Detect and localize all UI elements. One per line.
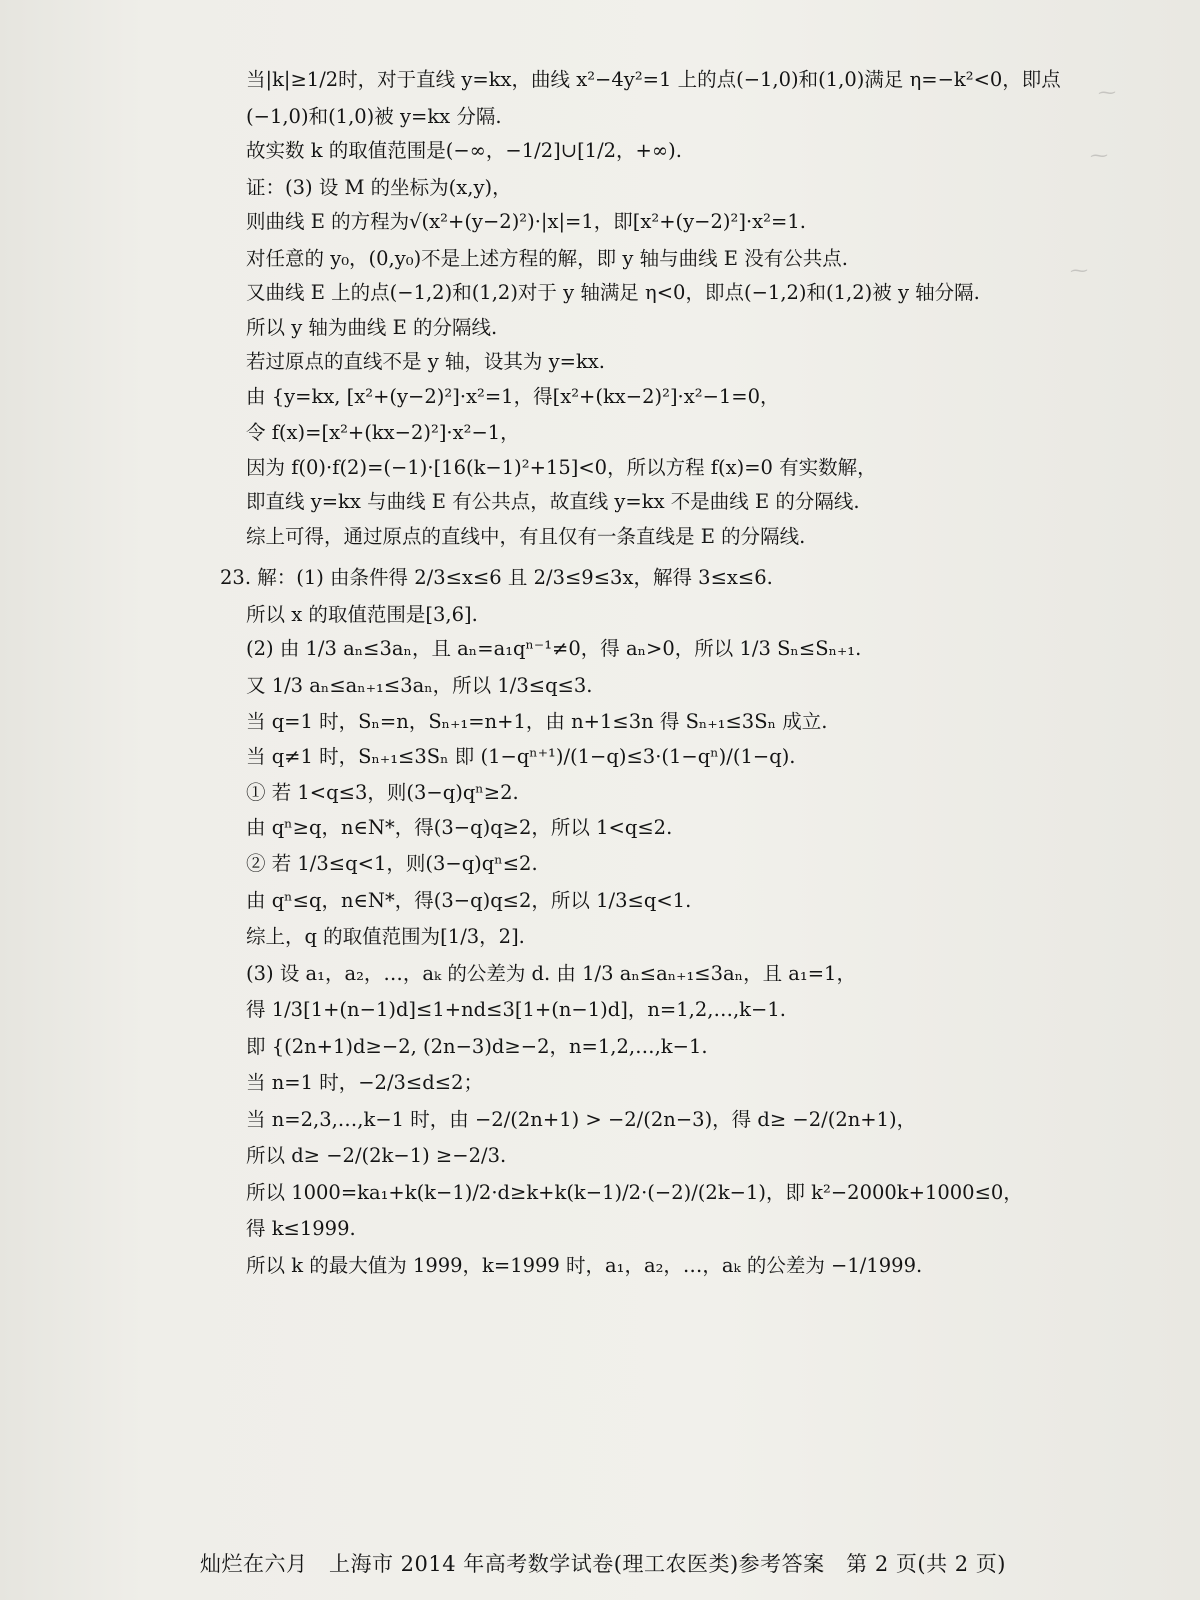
solution-line: (3) 设 a₁，a₂，…，aₖ 的公差为 d. 由 1/3 aₙ≤aₙ₊₁≤3aₙ，且 a₁=1， [246, 961, 856, 985]
solution-line: 当 n=1 时，−2/3≤d≤2； [246, 1071, 483, 1094]
solution-line: 由 {y=kx, [x²+(y−2)²]·x²=1，得[x²+(kx−2)²]·x²−1=0， [246, 384, 780, 408]
solution-line: 所以 x 的取值范围是[3,6]. [246, 602, 478, 626]
solution-line: 由 qⁿ≥q，n∈N*，得(3−q)q≥2，所以 1<q≤2. [246, 815, 673, 839]
solution-line: 令 f(x)=[x²+(kx−2)²]·x²−1， [246, 421, 520, 444]
bleed-through-mark: ⁓ [1070, 260, 1088, 281]
solution-text [220, 68, 1106, 1290]
solution-line: 由 qⁿ≤q，n∈N*，得(3−q)q≤2，所以 1/3≤q<1. [246, 888, 692, 912]
solution-line: (−1,0)和(1,0)被 y=kx 分隔. [246, 104, 502, 128]
solution-line: 所以 k 的最大值为 1999，k=1999 时，a₁，a₂，…，aₖ 的公差为 −1/1999. [246, 1253, 923, 1277]
solution-line: 当 q=1 时，Sₙ=n，Sₙ₊₁=n+1，由 n+1≤3n 得 Sₙ₊₁≤3Sₙ 成立. [246, 710, 828, 733]
solution-line: 对任意的 y₀，(0,y₀)不是上述方程的解，即 y 轴与曲线 E 没有公共点. [246, 246, 848, 270]
solution-line: 综上可得，通过原点的直线中，有且仅有一条直线是 E 的分隔线. [246, 524, 806, 548]
solution-line: 得 k≤1999. [246, 1217, 356, 1240]
solution-line: 所以 y 轴为曲线 E 的分隔线. [246, 315, 498, 339]
bleed-through-mark: ⁓ [1090, 145, 1108, 166]
solution-line: 所以 d≥ −2/(2k−1) ≥−2/3. [246, 1144, 507, 1167]
solution-line: 当 n=2,3,…,k−1 时，由 −2/(2n+1) > −2/(2n−3)，得 d≥ −2/(2n+1)， [246, 1107, 917, 1131]
solution-line: ② 若 1/3≤q<1，则(3−q)qⁿ≤2. [246, 852, 538, 875]
solution-line: 当 q≠1 时，Sₙ₊₁≤3Sₙ 即 (1−qⁿ⁺¹)/(1−q)≤3·(1−qⁿ)/(1−q). [246, 744, 796, 768]
problem-23-heading: 23. 解：(1) 由条件得 2/3≤x≤6 且 2/3≤9≤3x，解得 3≤x≤6. [220, 566, 773, 589]
solution-line: ① 若 1<q≤3，则(3−q)qⁿ≥2. [246, 781, 519, 804]
solution-line: 证：(3) 设 M 的坐标为(x,y)， [246, 175, 512, 199]
solution-line: 即 {(2n+1)d≥−2, (2n−3)d≥−2，n=1,2,…,k−1. [246, 1034, 708, 1058]
solution-line: 则曲线 E 的方程为√(x²+(y−2)²)·|x|=1，即[x²+(y−2)²]·x²=1. [246, 210, 806, 233]
page-footer: 灿烂在六月 上海市 2014 年高考数学试卷(理工农医类)参考答案 第 2 页(共 2 页) [200, 1552, 1006, 1576]
solution-line: 又 1/3 aₙ≤aₙ₊₁≤3aₙ，所以 1/3≤q≤3. [246, 673, 593, 697]
solution-line: 得 1/3[1+(n−1)d]≤1+nd≤3[1+(n−1)d]，n=1,2,…,k−1. [246, 998, 786, 1021]
solution-line: 当|k|≥1/2时，对于直线 y=kx，曲线 x²−4y²=1 上的点(−1,0)和(1,0)满足 η=−k²<0，即点 [246, 68, 1061, 91]
solution-line: 若过原点的直线不是 y 轴，设其为 y=kx. [246, 350, 605, 373]
solution-line: 所以 1000=ka₁+k(k−1)/2·d≥k+k(k−1)/2·(−2)/(2k−1)，即 k²−2000k+1000≤0， [246, 1180, 1023, 1204]
solution-line: 综上，q 的取值范围为[1/3，2]. [246, 925, 525, 948]
solution-line: 即直线 y=kx 与曲线 E 有公共点，故直线 y=kx 不是曲线 E 的分隔线. [246, 490, 860, 513]
solution-line: 又曲线 E 上的点(−1,2)和(1,2)对于 y 轴满足 η<0，即点(−1,2)和(1,2)被 y 轴分隔. [246, 281, 980, 304]
bleed-through-mark: ⁓ [1098, 82, 1116, 103]
solution-line: 因为 f(0)·f(2)=(−1)·[16(k−1)²+15]<0，所以方程 f(x)=0 有实数解， [246, 455, 877, 479]
solution-line: (2) 由 1/3 aₙ≤3aₙ，且 aₙ=a₁qⁿ⁻¹≠0，得 aₙ>0，所以 1/3 Sₙ≤Sₙ₊₁. [246, 637, 862, 660]
solution-line: 故实数 k 的取值范围是(−∞，−1/2]∪[1/2，+∞). [246, 139, 682, 162]
